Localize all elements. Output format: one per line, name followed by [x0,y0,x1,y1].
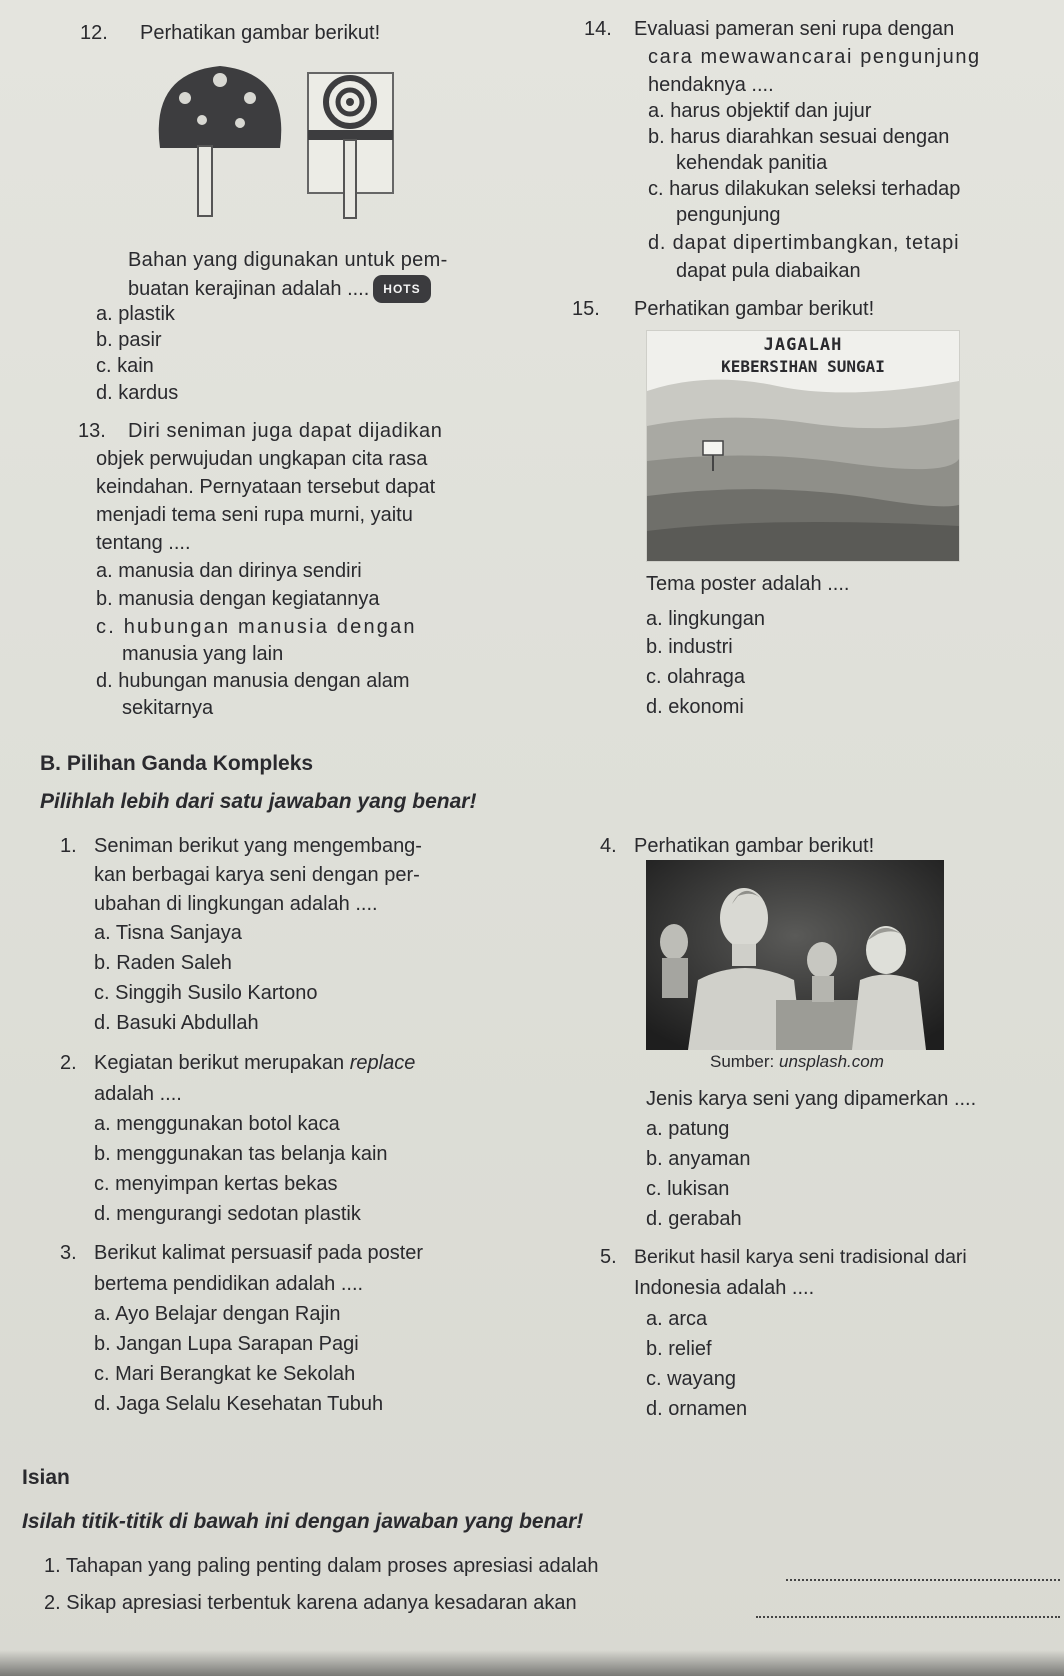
q15-prompt: Perhatikan gambar berikut! [634,298,875,320]
isian-item-1-answer-line[interactable] [786,1561,1060,1581]
q14-option-c-cont: pengunjung [676,204,781,226]
section-b-instruction: Pilihlah lebih dari satu jawaban yang benar! [40,790,477,813]
b1-option-b: b. Raden Saleh [94,952,232,974]
b2-option-d: d. mengurangi sedotan plastik [94,1203,361,1225]
b2-option-c: c. menyimpan kertas bekas [94,1173,338,1195]
q15-option-a: a. lingkungan [646,608,765,630]
b1-option-a: a. Tisna Sanjaya [94,922,242,944]
b1-line-3: ubahan di lingkungan adalah .... [94,893,378,915]
q12-option-d: d. kardus [96,382,179,404]
poster-title-line-2: KEBERSIHAN SUNGAI [721,357,885,376]
b2-line-1: Kegiatan berikut merupakan replace [94,1052,416,1074]
q14-number: 14. [584,18,612,40]
q13-option-a: a. manusia dan dirinya sendiri [96,560,362,582]
q13-line-4: menjadi tema seni rupa murni, yaitu [96,504,413,526]
bottom-shadow [0,1650,1064,1676]
b4-option-d: d. gerabah [646,1208,742,1230]
q14-option-c: c. harus dilakukan seleksi terhadap [648,178,961,200]
hots-badge: HOTS [373,275,430,303]
q13-option-d: d. hubungan manusia dengan alam [96,670,410,692]
isian-title: Isian [22,1466,70,1489]
q14-line-1: Evaluasi pameran seni rupa dengan [634,18,955,40]
sculpture-busts-photo [646,860,944,1050]
river-poster-image [646,330,960,562]
isian-item-2-answer-line[interactable] [756,1598,1060,1618]
b4-photo-source: Sumber: unsplash.com [710,1052,884,1071]
q13-option-b: b. manusia dengan kegiatannya [96,588,380,610]
b2-option-b: b. menggunakan tas belanja kain [94,1143,388,1165]
b1-option-d: d. Basuki Abdullah [94,1012,259,1034]
q13-option-c: c. hubungan manusia dengan [96,616,417,638]
q14-option-a: a. harus objektif dan jujur [648,100,872,122]
b5-option-c: c. wayang [646,1368,737,1390]
q12-number: 12. [80,22,108,44]
b2-number: 2. [60,1052,77,1074]
b3-number: 3. [60,1242,77,1264]
q12-stem-1: Bahan yang digunakan untuk pem- [128,249,448,271]
q13-line-2: objek perwujudan ungkapan cita rasa [96,448,428,470]
q13-line-3: keindahan. Pernyataan tersebut dapat [96,476,436,498]
isian-item-1: 1. Tahapan yang paling penting dalam proses apresiasi adalah [44,1555,599,1577]
q14-line-2: cara mewawancarai pengunjung [648,46,981,68]
q13-option-d-cont: sekitarnya [122,697,214,719]
q13-line-1: Diri seniman juga dapat dijadikan [128,420,443,442]
b5-line-1: Berikut hasil karya seni tradisional dari [634,1246,967,1268]
q12-option-c: c. kain [96,355,154,377]
b1-line-2: kan berbagai karya seni dengan per- [94,864,420,886]
b4-option-a: a. patung [646,1118,730,1140]
signboard-icon [703,441,723,455]
isian-item-2: 2. Sikap apresiasi terbentuk karena adanya kesadaran akan [44,1592,577,1614]
q13-line-5: tentang .... [96,532,191,554]
b1-number: 1. [60,835,77,857]
b1-option-c: c. Singgih Susilo Kartono [94,982,318,1004]
q14-option-d: d. dapat dipertimbangkan, tetapi [648,232,960,254]
q13-number: 13. [78,420,106,442]
b3-line-2: bertema pendidikan adalah .... [94,1273,364,1295]
b2-option-a: a. menggunakan botol kaca [94,1113,340,1135]
b3-option-b: b. Jangan Lupa Sarapan Pagi [94,1333,359,1355]
q15-option-b: b. industri [646,636,733,658]
b4-prompt: Perhatikan gambar berikut! [634,835,875,857]
q15-stem: Tema poster adalah .... [646,573,850,595]
q12-prompt: Perhatikan gambar berikut! [140,22,381,44]
q15-option-c: c. olahraga [646,666,745,688]
b3-option-c: c. Mari Berangkat ke Sekolah [94,1363,356,1385]
b2-line-2: adalah .... [94,1083,182,1105]
b3-option-d: d. Jaga Selalu Kesehatan Tubuh [94,1393,384,1415]
q12-option-b: b. pasir [96,329,162,351]
poster-title-line-1: JAGALAH [763,335,843,355]
mushroom-fan-handle [198,146,212,216]
q13-option-c-cont: manusia yang lain [122,643,284,665]
q14-option-b-cont: kehendak panitia [676,152,828,174]
b3-line-1: Berikut kalimat persuasif pada poster [94,1242,424,1264]
b4-option-c: c. lukisan [646,1178,730,1200]
q15-number: 15. [572,298,600,320]
q12-illustration [140,58,405,230]
b5-option-b: b. relief [646,1338,712,1360]
b4-option-b: b. anyaman [646,1148,751,1170]
b5-option-d: d. ornamen [646,1398,748,1420]
q14-option-d-cont: dapat pula diabaikan [676,260,861,282]
target-fan-handle [344,140,356,218]
b1-line-1: Seniman berikut yang mengembang- [94,835,422,857]
b5-line-2: Indonesia adalah .... [634,1277,815,1299]
b5-option-a: a. arca [646,1308,708,1330]
q14-option-b: b. harus diarahkan sesuai dengan [648,126,950,148]
b5-number: 5. [600,1246,617,1268]
section-b-title: B. Pilihan Ganda Kompleks [40,752,314,775]
b4-stem: Jenis karya seni yang dipamerkan .... [646,1088,977,1110]
isian-instruction: Isilah titik-titik di bawah ini dengan jawaban yang benar! [22,1510,584,1533]
q12-stem-2: buatan kerajinan adalah .... HOTS [128,275,431,303]
q15-option-d: d. ekonomi [646,696,744,718]
b3-option-a: a. Ayo Belajar dengan Rajin [94,1303,341,1325]
b4-number: 4. [600,835,617,857]
q12-option-a: a. plastik [96,303,175,325]
q14-line-3: hendaknya .... [648,74,774,96]
